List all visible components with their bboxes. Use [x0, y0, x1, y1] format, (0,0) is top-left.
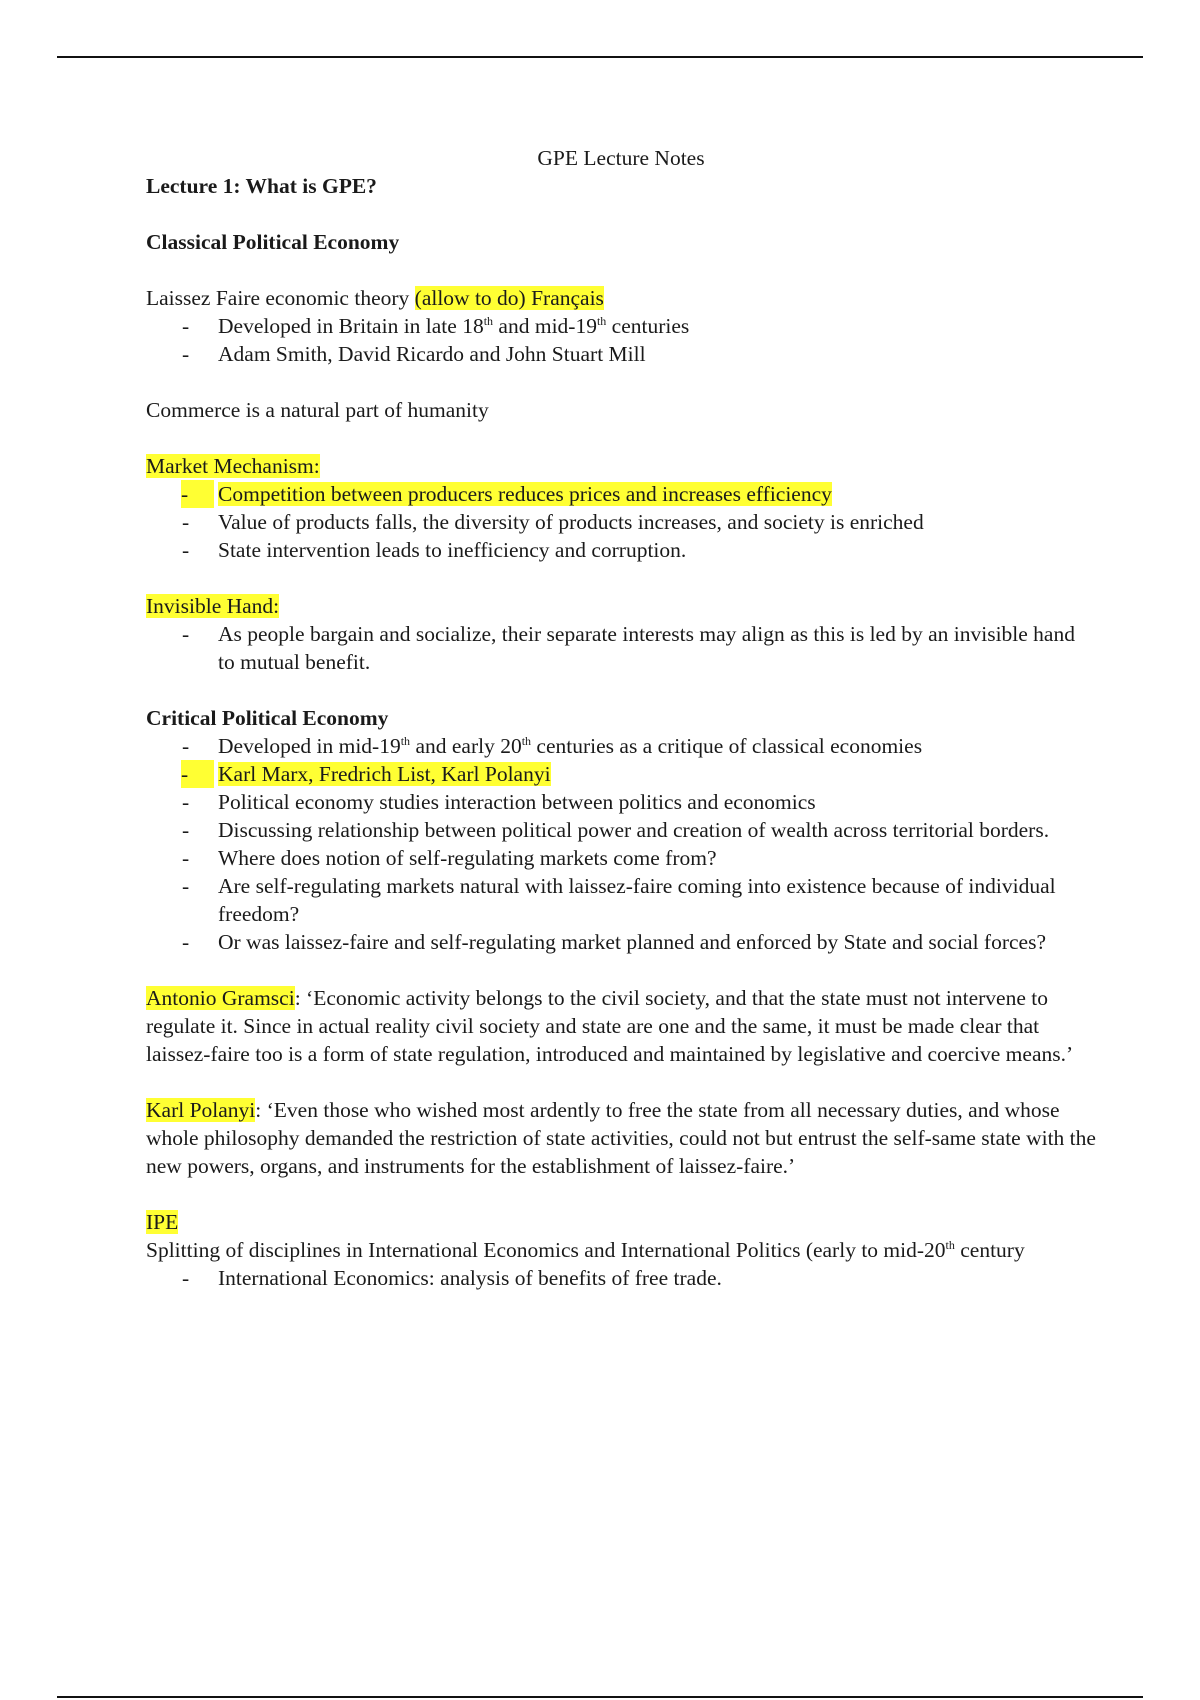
list-item: - Discussing relationship between political power and creation of wealth across territorial borders. — [182, 818, 1050, 842]
document-body — [146, 144, 1096, 1292]
bullet-dash: - — [182, 846, 190, 870]
list-item: - Or was laissez-faire and self-regulating market planned and enforced by State and social forces? — [182, 930, 1046, 954]
bullet-dash: - — [182, 874, 190, 898]
top-rule — [57, 56, 1143, 58]
lecture-heading: Lecture 1: What is GPE? — [146, 174, 377, 198]
invisible-hand-heading: Invisible Hand: — [146, 594, 280, 618]
bullet-dash: - — [182, 510, 190, 534]
bullet-dash: - — [181, 760, 214, 788]
bullet-dash: - — [182, 622, 190, 646]
list-item: - As people bargain and socialize, their separate interests may align as this is led by an invisible hand to mutual benefit. — [182, 622, 1075, 674]
bullet-dash: - — [182, 930, 190, 954]
bullet-dash: - — [182, 818, 190, 842]
ipe-heading: IPE — [146, 1210, 179, 1234]
bottom-rule — [57, 1696, 1143, 1698]
list-item: - International Economics: analysis of benefits of free trade. — [182, 1266, 722, 1290]
list-item: - Karl Marx, Fredrich List, Karl Polanyi — [181, 762, 551, 786]
list-item: - Value of products falls, the diversity of products increases, and society is enriched — [182, 510, 924, 534]
list-item: - State intervention leads to inefficiency and corruption. — [182, 538, 687, 562]
polanyi-name: Karl Polanyi — [146, 1098, 256, 1122]
market-bullets — [146, 480, 1096, 564]
list-item: - Developed in mid-19th and early 20th centuries as a critique of classical economies — [182, 733, 923, 758]
list-item: - Developed in Britain in late 18th and mid-19th centuries — [182, 313, 690, 338]
laissez-faire-text: Laissez Faire economic theory — [146, 286, 415, 310]
list-item: - Where does notion of self-regulating markets come from? — [182, 846, 717, 870]
bullet-dash: - — [182, 538, 190, 562]
ipe-bullets — [146, 1264, 1096, 1292]
bullet-dash: - — [182, 790, 190, 814]
bullet-dash: - — [182, 734, 190, 758]
commerce-line: Commerce is a natural part of humanity — [146, 398, 489, 422]
gramsci-quote: Antonio Gramsci: ‘Economic activity belongs to the civil society, and that the state must not intervene to regulate it. Since in actual reality civil society and state are one and the same, it must be made clear that laissez-faire too is a form of state regulation, introduced and maintained by legislative and coercive means.’ — [146, 986, 1074, 1066]
list-item: - Are self-regulating markets natural with laissez-faire coming into existence because of individual freedom? — [182, 874, 1056, 926]
ipe-text: Splitting of disciplines in International Economics and International Politics (early to mid-20th century — [146, 1237, 1025, 1262]
laissez-faire-highlight: (allow to do) Français — [414, 286, 604, 310]
critical-bullets — [146, 732, 1096, 956]
critical-heading: Critical Political Economy — [146, 706, 389, 730]
bullet-dash: - — [181, 480, 214, 508]
list-item: - Political economy studies interaction between politics and economics — [182, 790, 816, 814]
bullet-dash: - — [182, 342, 190, 366]
gramsci-name: Antonio Gramsci — [146, 986, 295, 1010]
bullet-dash: - — [182, 1266, 190, 1290]
list-item: - Competition between producers reduces prices and increases efficiency — [181, 482, 832, 506]
polanyi-quote: Karl Polanyi: ‘Even those who wished most ardently to free the state from all necessary duties, and whose whole philosophy demanded the restriction of state activities, could not but entrust the self-same state with the new powers, organs, and instruments for the establishment of laissez-faire.’ — [146, 1098, 1096, 1178]
list-item: - Adam Smith, David Ricardo and John Stuart Mill — [182, 342, 646, 366]
market-mechanism-heading: Market Mechanism: — [146, 454, 320, 478]
laissez-faire-line — [146, 284, 1096, 312]
invisible-hand-bullets — [146, 620, 1096, 676]
classical-heading: Classical Political Economy — [146, 230, 400, 254]
document-title: GPE Lecture Notes — [537, 146, 705, 170]
bullet-dash: - — [182, 314, 190, 338]
classical-bullets — [146, 312, 1096, 368]
